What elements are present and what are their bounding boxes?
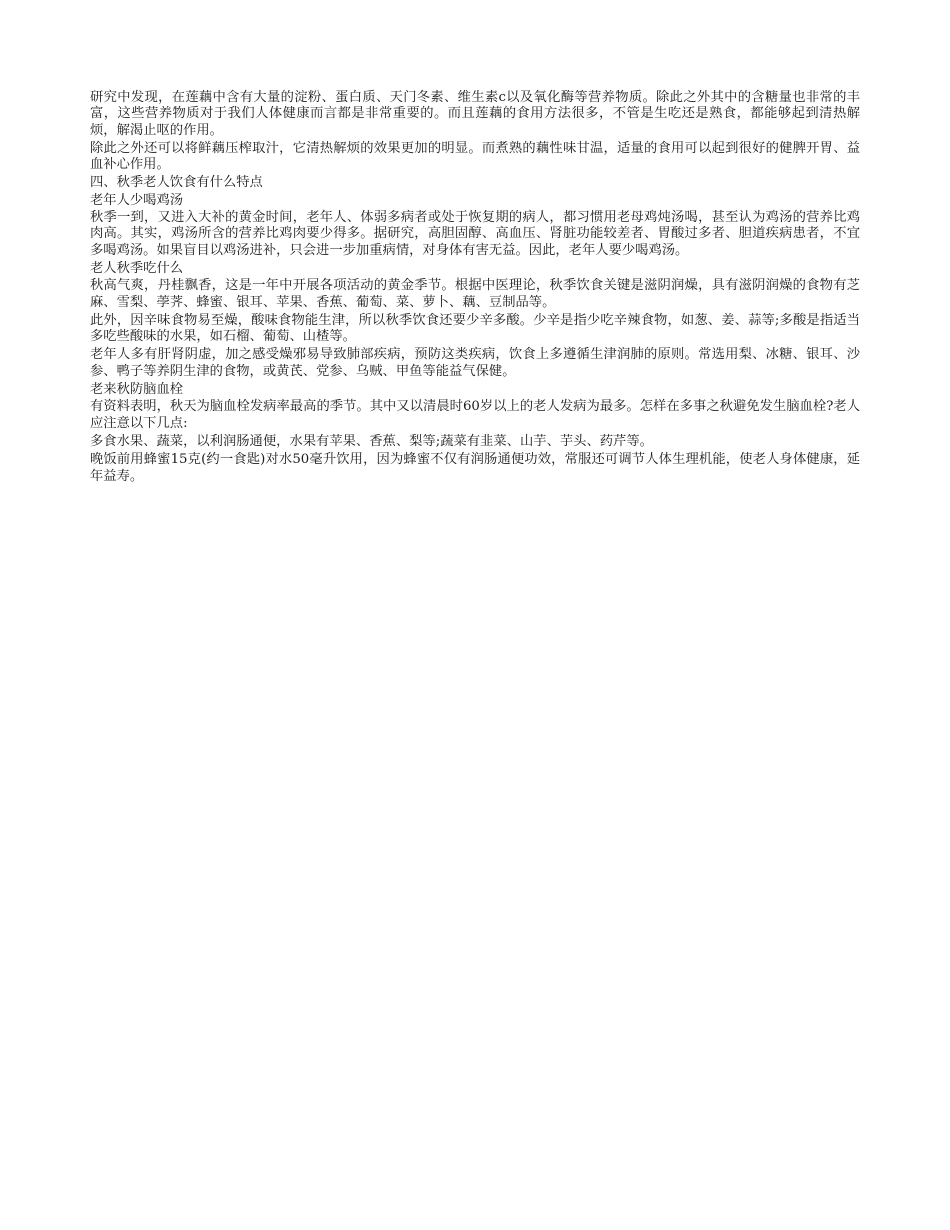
subheading-what-to-eat: 老人秋季吃什么	[90, 260, 184, 276]
paragraph-chicken-soup: 秋季一到，又进入大补的黄金时间，老年人、体弱多病者或处于恢复期的病人，都习惯用老母鸡炖汤喝，甚至认为鸡汤的营养比鸡肉高。其实，鸡汤所含的营养比鸡肉要少得多。据研究，高胆固醇、高血压、肾脏功能较差者、胃酸过多者、胆道疾病患者，不宜多喝鸡汤。如果盲目以鸡汤进补，只会进一步加重病情，对身体有害无益。因此，老年人要少喝鸡汤。	[90, 210, 860, 258]
subheading-less-chicken-soup: 老年人少喝鸡汤	[90, 192, 184, 208]
section-heading-autumn-elderly-diet: 四、秋季老人饮食有什么特点	[90, 175, 263, 191]
paragraph-fruits-vegetables: 多食水果、蔬菜，以利润肠通便，水果有苹果、香蕉、梨等;蔬菜有韭菜、山芋、芋头、药芹等。	[90, 433, 653, 449]
paragraph-thrombosis-season: 有资料表明，秋天为脑血栓发病率最高的季节。其中又以清晨时60岁以上的老人发病为最多。怎样在多事之秋避免发生脑血栓?老人应注意以下几点:	[90, 399, 860, 431]
document-body	[90, 90, 860, 487]
paragraph-lotus-nutrition: 研究中发现，在莲藕中含有大量的淀粉、蛋白质、天门冬素、维生素c以及氧化酶等营养物质。除此之外其中的含糖量也非常的丰富，这些营养物质对于我们人体健康而言都是非常重要的。而且莲藕的食用方法很多，不管是生吃还是熟食，都能够起到清热解烦，解渴止呕的作用。	[90, 90, 860, 138]
paragraph-lung-moisturizing: 老年人多有肝肾阴虚，加之感受燥邪易导致肺部疾病，预防这类疾病，饮食上多遵循生津润肺的原则。常选用梨、冰糖、银耳、沙参、鸭子等养阴生津的食物，或黄芪、党参、乌贼、甲鱼等能益气保健。	[90, 347, 860, 379]
subheading-prevent-thrombosis: 老来秋防脑血栓	[90, 382, 184, 398]
paragraph-lotus-juice: 除此之外还可以将鲜藕压榨取汁，它清热解烦的效果更加的明显。而煮熟的藕性味甘温，适量的食用可以起到很好的健脾开胃、益血补心作用。	[90, 140, 860, 173]
paragraph-nourishing-foods: 秋高气爽，丹桂飘香，这是一年中开展各项活动的黄金季节。根据中医理论，秋季饮食关键是滋阴润燥，具有滋阴润燥的食物有芝麻、雪梨、荸荠、蜂蜜、银耳、苹果、香蕉、葡萄、菜、萝卜、藕、豆制品等。	[90, 278, 860, 310]
paragraph-honey-water: 晚饭前用蜂蜜15克(约一食匙)对水50毫升饮用，因为蜂蜜不仅有润肠通便功效，常服还可调节人体生理机能，使老人身体健康，延年益寿。	[90, 452, 860, 484]
paragraph-less-spicy-more-sour: 此外，因辛味食物易至燥，酸味食物能生津，所以秋季饮食还要少辛多酸。少辛是指少吃辛辣食物，如葱、姜、蒜等;多酸是指适当多吃些酸味的水果，如石榴、葡萄、山楂等。	[90, 312, 860, 345]
